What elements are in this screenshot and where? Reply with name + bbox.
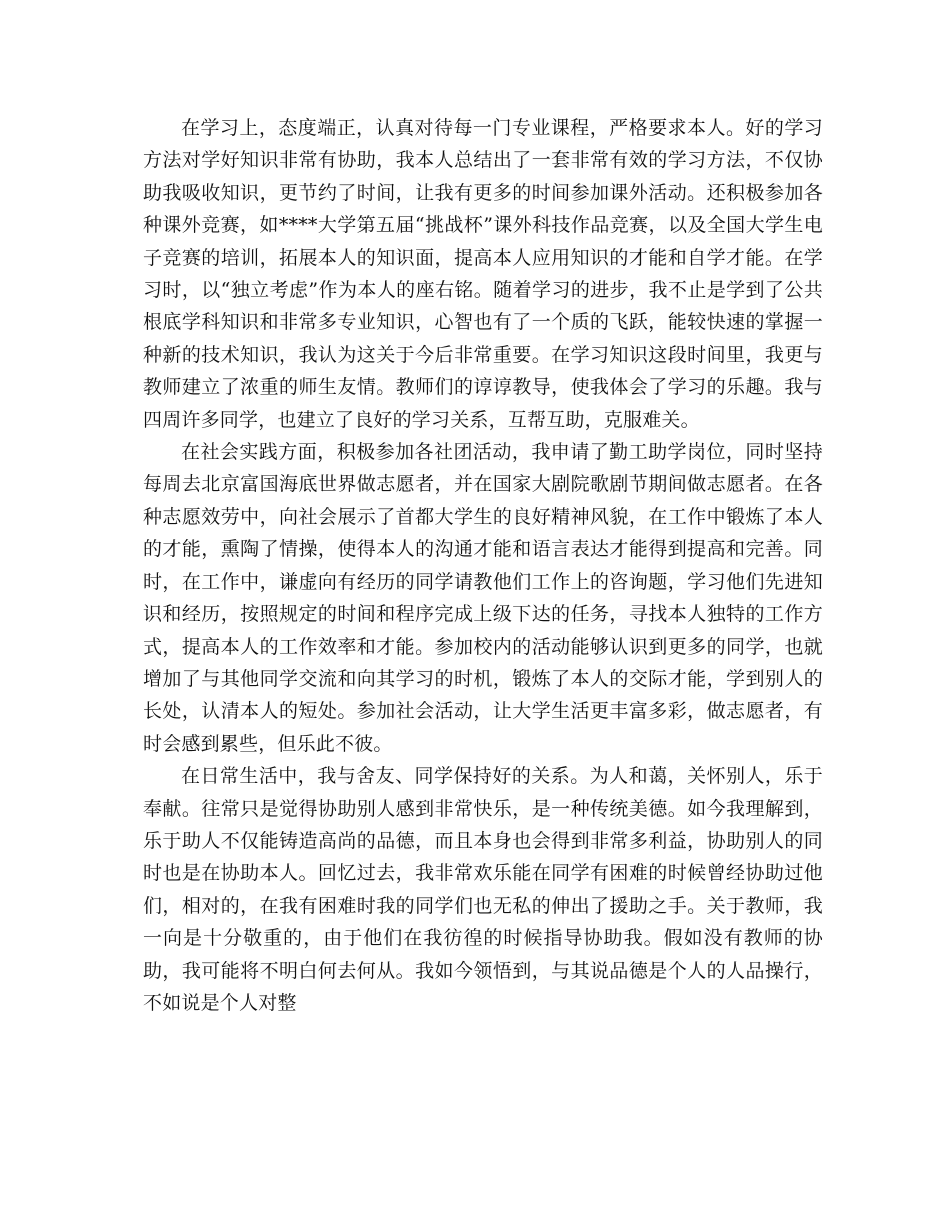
paragraph-daily-life: 在日常生活中，我与舍友、同学保持好的关系。为人和蔼，关怀别人，乐于奉献。往常只是觉得协助别人感到非常快乐，是一种传统美德。如今我理解到，乐于助人不仅能铸造高尚的品德，而且本身也会得到非常多利益，协助别人的同时也是在协助本人。回忆过去，我非常欢乐能在同学有困难的时候曾经协助过他们，相对的，在我有困难时我的同学们也无私的伸出了援助之手。关于教师，我一向是十分敬重的，由于他们在我彷徨的时候指导协助我。假如没有教师的协助，我可能将不明白何去何从。我如今领悟到，与其说品德是个人的人品操行，不如说是个人对整 xyxy=(143,765,823,1014)
paragraph-social-practice: 在社会实践方面，积极参加各社团活动，我申请了勤工助学岗位，同时坚持每周去北京富国海底世界做志愿者，并在国家大剧院歌剧节期间做志愿者。在各种志愿效劳中，向社会展示了首都大学生的良好精神风貌，在工作中锻炼了本人的才能，熏陶了情操，使得本人的沟通才能和语言表达才能得到提高和完善。同时，在工作中，谦虚向有经历的同学请教他们工作上的咨询题，学习他们先进知识和经历，按照规定的时间和程序完成上级下达的任务，寻找本人独特的工作方式，提高本人的工作效率和才能。参加校内的活动能够认识到更多的同学，也就增加了与其他同学交流和向其学习的时机，锻炼了本人的交际才能，学到别人的长处，认清本人的短处。参加社会活动，让大学生活更丰富多彩，做志愿者，有时会感到累些，但乐此不彼。 xyxy=(143,441,823,755)
paragraph-study: 在学习上，态度端正，认真对待每一门专业课程，严格要求本人。好的学习方法对学好知识非常有协助，我本人总结出了一套非常有效的学习方法，不仅协助我吸收知识，更节约了时间，让我有更多的时间参加课外活动。还积极参加各种课外竞赛，如****大学第五届“挑战杯”课外科技作品竞赛，以及全国大学生电子竞赛的培训，拓展本人的知识面，提高本人应用知识的才能和自学才能。在学习时，以“独立考虑”作为本人的座右铭。随着学习的进步，我不止是学到了公共根底学科知识和非常多专业知识，心智也有了一个质的飞跃，能较快速的掌握一种新的技术知识，我认为这关于今后非常重要。在学习知识这段时间里，我更与教师建立了浓重的师生友情。教师们的谆谆教导，使我体会了学习的乐趣。我与四周许多同学，也建立了良好的学习关系，互帮互助，克服难关。 xyxy=(143,117,823,431)
document-body xyxy=(143,112,823,1019)
